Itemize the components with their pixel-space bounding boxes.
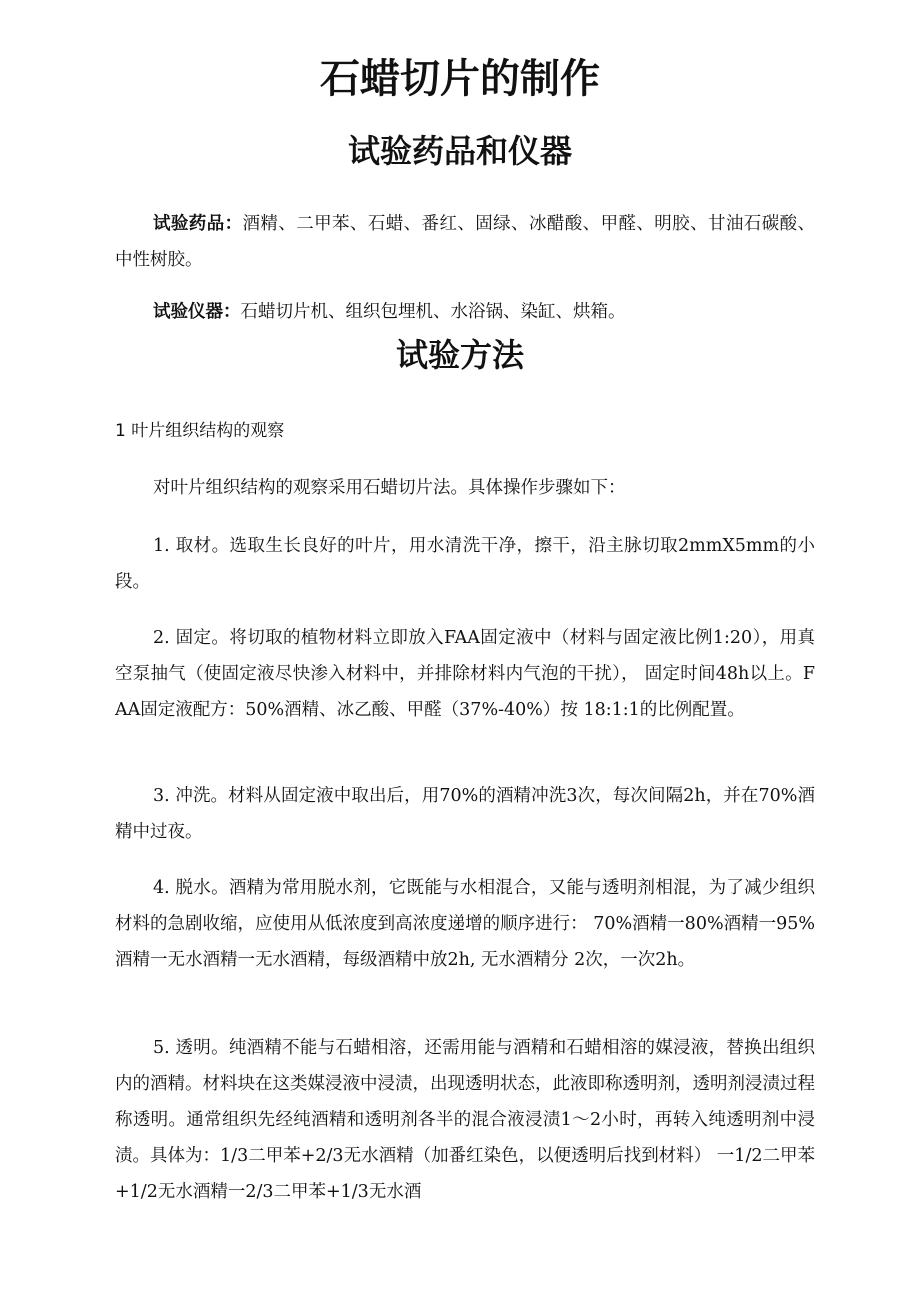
drugs-label: 试验药品： (153, 214, 243, 234)
step-paragraph-4: 4. 脱水。酒精为常用脱水剂，它既能与水相混合，又能与透明剂相混，为了减少组织材料的急剧收缩，应使用从低浓度到高浓度递增的顺序进行： 70%酒精一80%酒精一95%酒精一无水酒精一无水酒精，每级酒精中放2h, 无水酒精分 2次，一次2h。 (115, 878, 815, 970)
instruments-label: 试验仪器： (153, 302, 241, 322)
subsection-heading: 1 叶片组织结构的观察 (115, 421, 285, 441)
step-paragraph-5: 5. 透明。纯酒精不能与石蜡相溶，还需用能与酒精和石蜡相溶的媒浸液，替换出组织内的酒精。材料块在这类媒浸液中浸渍，出现透明状态，此液即称透明剂，透明剂浸渍过程称透明。通常组织先经纯酒精和透明剂各半的混合液浸渍1〜2小时，再转入纯透明剂中浸渍。具体为：1/3二甲苯+2/3无水酒精（加番红染色，以便透明后找到材料） 一1/2二甲苯+1/2无水酒精一2/3二甲苯+1/3无水酒 (115, 1038, 815, 1202)
section-heading-materials: 试验药品和仪器 (347, 132, 572, 170)
drugs-paragraph (115, 206, 815, 278)
drugs-text: 酒精、二甲苯、石蜡、番红、固绿、冰醋酸、甲醛、明胶、甘油石碳酸、中性树胶。 (115, 214, 815, 270)
step-paragraph-3: 3. 冲洗。材料从固定液中取出后，用70%的酒精冲洗3次，每次间隔2h，并在70%酒精中过夜。 (115, 786, 815, 842)
intro-paragraph: 对叶片组织结构的观察采用石蜡切片法。具体操作步骤如下： (153, 478, 626, 498)
section-heading-methods: 试验方法 (395, 336, 524, 374)
document-title: 石蜡切片的制作 (320, 56, 600, 102)
step-paragraph-1: 1. 取材。选取生长良好的叶片，用水清洗干净，擦干，沿主脉切取2mmX5mm的小段。 (115, 536, 815, 592)
instruments-paragraph (115, 294, 815, 330)
instruments-text: 石蜡切片机、组织包埋机、水浴锅、染缸、烘箱。 (240, 302, 626, 322)
step-paragraph-2: 2. 固定。将切取的植物材料立即放入FAA固定液中（材料与固定液比例1:20），用真空泵抽气（使固定液尽快渗入材料中，并排除材料内气泡的干扰）， 固定时间48h以上。FAA固定液配方：50%酒精、冰乙酸、甲醛（37%-40%）按 18:1:1的比例配置。 (115, 628, 815, 720)
